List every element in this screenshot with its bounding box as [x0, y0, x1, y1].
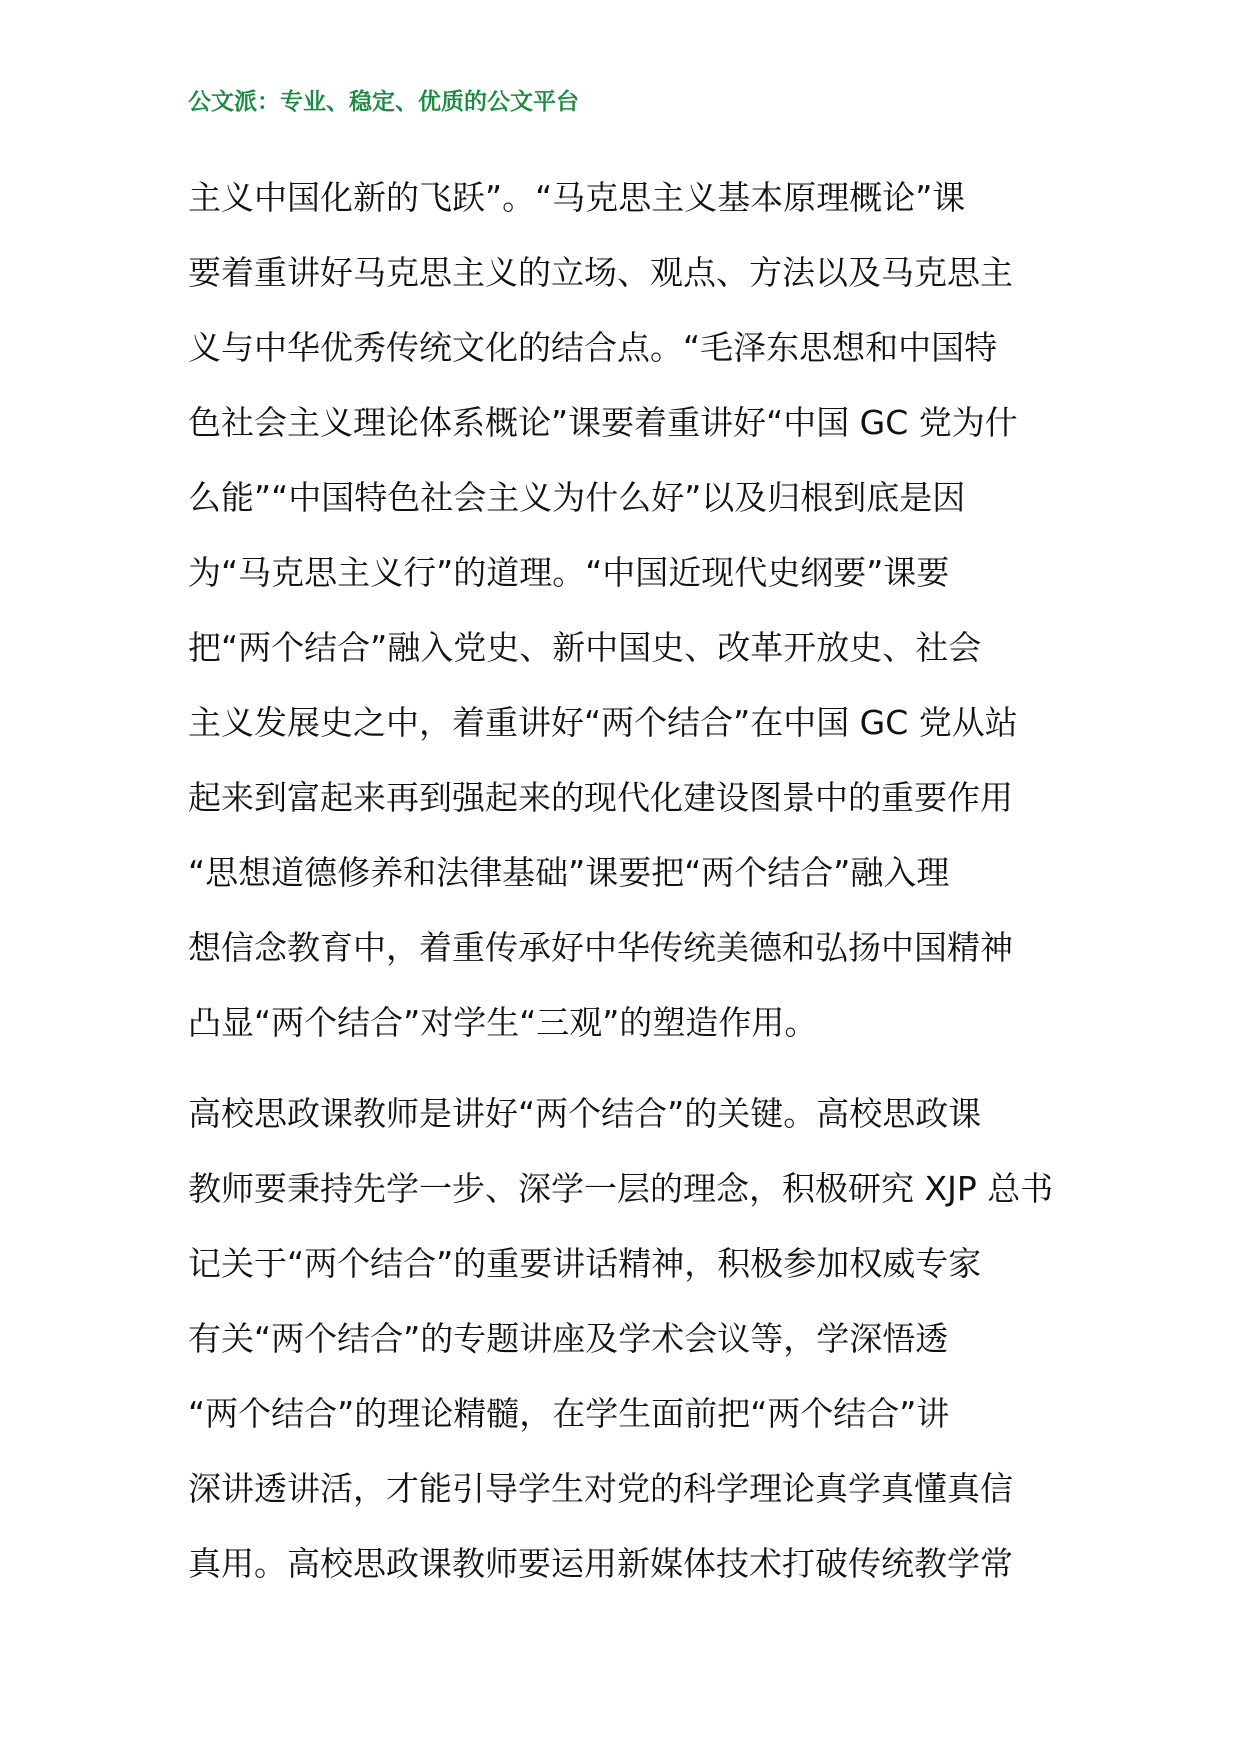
text-line: 记关于“两个结合”的重要讲话精神，积极参加权威专家 — [188, 1244, 982, 1283]
text-line: “两个结合”的理论精髓，在学生面前把“两个结合”讲 — [188, 1394, 950, 1433]
text-line: 色社会主义理论体系概论”课要着重讲好“中国 GC 党为什 — [188, 403, 1018, 442]
paragraph — [188, 160, 1068, 1060]
text-line: 有关“两个结合”的专题讲座及学术会议等，学深悟透 — [188, 1319, 949, 1358]
paragraph — [188, 1076, 1068, 1601]
text-line: “思想道德修养和法律基础”课要把“两个结合”融入理 — [188, 853, 950, 892]
text-line: 要着重讲好马克思主义的立场、观点、方法以及马克思主 — [188, 253, 1013, 292]
text-line: 主义发展史之中，着重讲好“两个结合”在中国 GC 党从站 — [188, 703, 1018, 742]
page-header: 公文派：专业、稳定、优质的公文平台 — [188, 88, 579, 115]
text-line: 主义中国化新的飞跃”。“马克思主义基本原理概论”课 — [188, 178, 966, 217]
text-line: 把“两个结合”融入党史、新中国史、改革开放史、社会 — [188, 628, 982, 667]
text-line: 想信念教育中，着重传承好中华传统美德和弘扬中国精神 — [188, 928, 1013, 967]
text-line: 义与中华优秀传统文化的结合点。“毛泽东思想和中国特 — [188, 328, 998, 367]
text-line: 教师要秉持先学一步、深学一层的理念，积极研究 XJP 总书 — [188, 1169, 1054, 1208]
text-line: 为“马克思主义行”的道理。“中国近现代史纲要”课要 — [188, 553, 950, 592]
text-line: 凸显“两个结合”对学生“三观”的塑造作用。 — [188, 1003, 818, 1042]
text-line: 深讲透讲活，才能引导学生对党的科学理论真学真懂真信 — [188, 1469, 1013, 1508]
text-line: 么能”“中国特色社会主义为什么好”以及归根到底是因 — [188, 478, 966, 517]
text-line: 真用。高校思政课教师要运用新媒体技术打破传统教学常 — [188, 1544, 1013, 1583]
text-line: 起来到富起来再到强起来的现代化建设图景中的重要作用 — [188, 778, 1013, 817]
text-line: 高校思政课教师是讲好“两个结合”的关键。高校思政课 — [188, 1094, 982, 1133]
